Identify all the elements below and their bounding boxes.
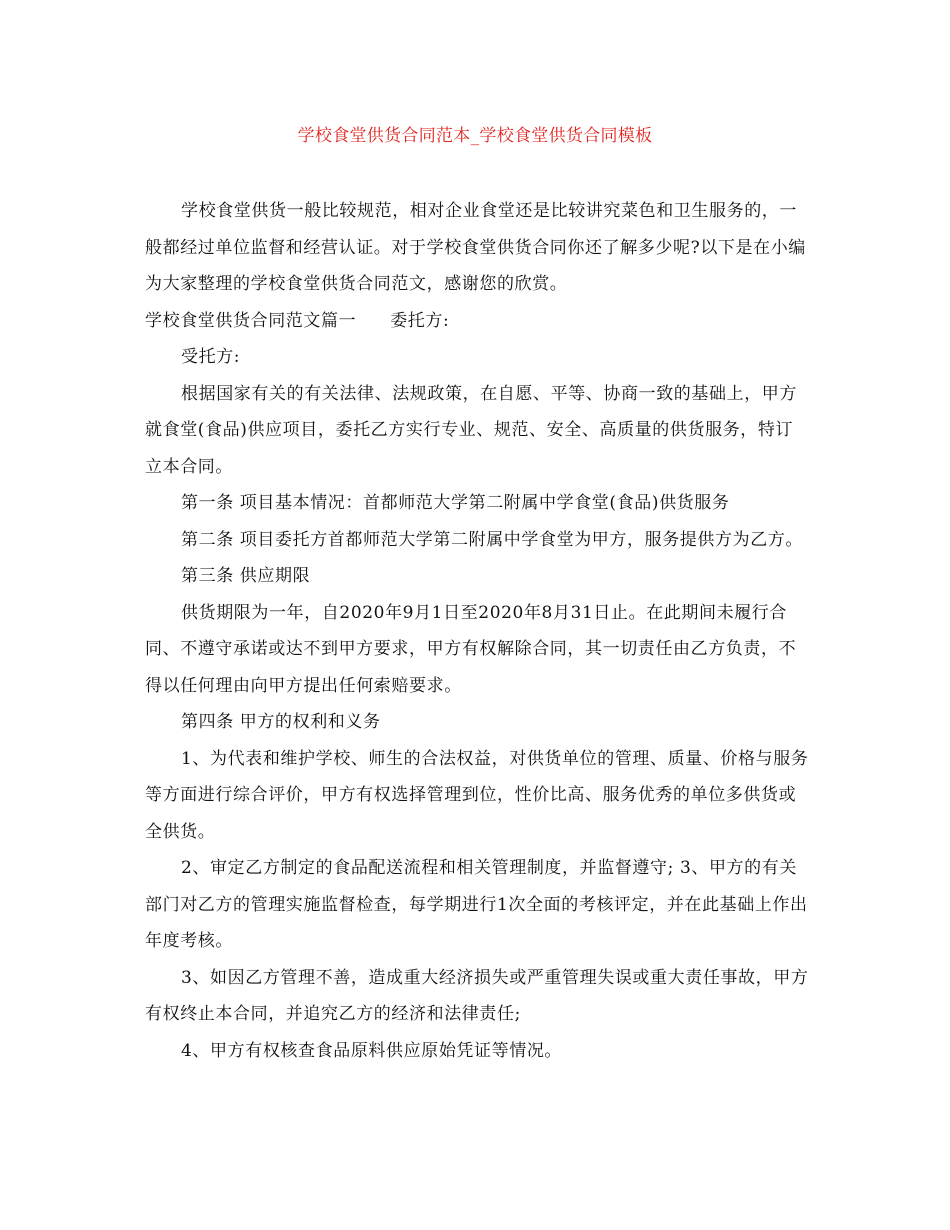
clause-2: 2、审定乙方制定的食品配送流程和相关管理制度，并监督遵守; 3、甲方的有关部门对乙方的管理实施监督检查，每学期进行1次全面的考核评定，并在此基础上作出年度考核。: [145, 858, 808, 951]
clause-3: 3、如因乙方管理不善，造成重大经济损失或严重管理失误或重大责任事故，甲方有权终止本合同，并追究乙方的经济和法律责任;: [145, 967, 809, 1024]
section-heading-line: [145, 303, 810, 340]
entrusting-party-label: 委托方:: [390, 310, 450, 331]
article-1: 第一条 项目基本情况：首都师范大学第二附属中学食堂(食品)供货服务: [181, 493, 730, 513]
section-heading: 学校食堂供货合同范文篇一: [145, 310, 357, 331]
clause-4: 4、甲方有权核查食品原料供应原始凭证等情况。: [181, 1040, 563, 1061]
preamble-paragraph: 根据国家有关的有关法律、法规政策，在自愿、平等、协商一致的基础上，甲方就食堂(食品)供应项目，委托乙方实行专业、规范、安全、高质量的供货服务，特订立本合同。: [145, 383, 797, 477]
entrusted-party-label: 受托方:: [181, 347, 241, 367]
clause-1: 1、为代表和维护学校、师生的合法权益，对供货单位的管理、质量、价格与服务等方面进行综合评价，甲方有权选择管理到位，性价比高、服务优秀的单位多供货或全供货。: [145, 748, 809, 842]
article-3-title: 第三条 供应期限: [181, 566, 311, 586]
article-2: 第二条 项目委托方首都师范大学第二附属中学食堂为甲方，服务提供方为乙方。: [181, 529, 804, 550]
intro-paragraph: 学校食堂供货一般比较规范，相对企业食堂还是比较讲究菜色和卫生服务的，一般都经过单位监督和经营认证。对于学校食堂供货合同你还了解多少呢?以下是在小编为大家整理的学校食堂供货合同范文，感谢您的欣赏。: [145, 201, 806, 294]
article-3-body: 供货期限为一年，自2020年9月1日至2020年8月31日止。在此期间未履行合同、不遵守承诺或达不到甲方要求，甲方有权解除合同，其一切责任由乙方负责，不得以任何理由向甲方提出任何索赔要求。: [145, 602, 797, 696]
document-title: 学校食堂供货合同范本_学校食堂供货合同模板: [297, 126, 653, 146]
document-body: [145, 193, 810, 1069]
article-4-title: 第四条 甲方的权利和义务: [181, 712, 381, 732]
